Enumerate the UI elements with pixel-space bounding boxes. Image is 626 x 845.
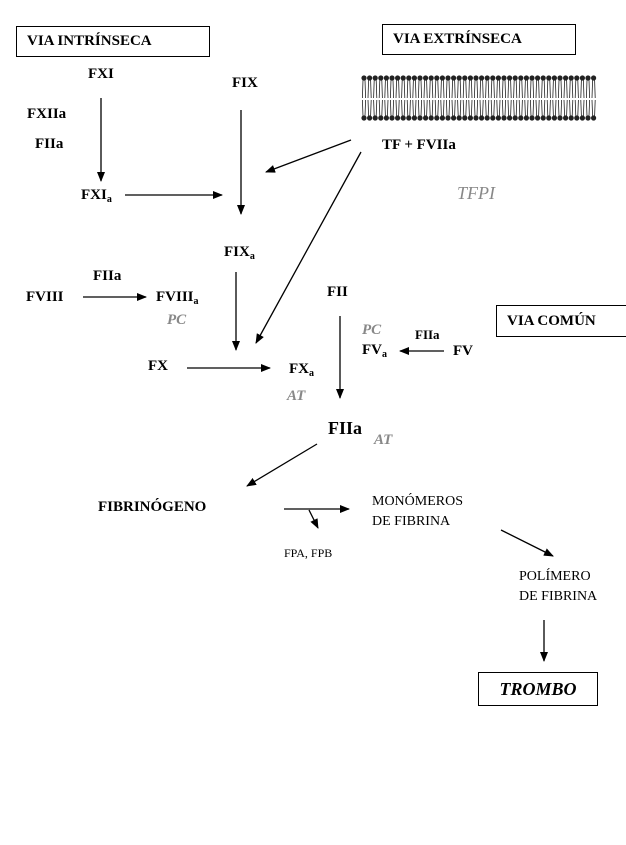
fibrin-polymer-line2: DE FIBRINA [519,589,598,604]
arrow-monomers-to-polymer [501,530,553,556]
extrinsic-pathway-label: VIA EXTRÍNSECA [393,31,522,47]
factor-fv: FV [453,343,473,359]
factor-fiia-right: FIIa [415,327,440,342]
factor-fxi: FXI [88,66,114,82]
factor-fixa: $FIX_a$ [224,244,255,262]
inhibitor-pc-2: PC [362,322,382,338]
fibrin-monomers-line2: DE FIBRINA [372,514,451,529]
inhibitor-at-2: AT [374,432,393,448]
factor-fiia-mid: FIIa [93,268,122,284]
factor-fiia-thrombin: FIIa [328,418,363,438]
fibrinogen-label: FIBRINÓGENO [98,499,207,515]
arrow-fiia-to-fibrinogen [247,444,317,486]
factor-fxa: $FX_a$ [289,361,314,379]
intrinsic-pathway-label: VIA INTRÍNSECA [27,33,152,49]
fibrin-monomers-line1: MONÓMEROS [372,494,464,509]
thrombus-label: TROMBO [499,678,577,699]
factor-tf-fviia: TF + FVIIa [382,137,456,153]
factor-fva: $FV_a$ [362,342,387,360]
inhibitor-at-1: AT [287,388,306,404]
fpa-fpb-label: FPA, FPB [284,546,333,560]
common-pathway-label: VIA COMÚN [507,312,596,329]
factor-fviii: FVIII [26,289,64,305]
factor-fiia-left: FIIa [35,136,64,152]
factor-fxia: $FXI_a$ [81,187,112,205]
factor-fx: FX [148,358,168,374]
inhibitor-pc-1: PC [167,312,187,328]
arrow-tf-to-fix [266,140,351,172]
arrow-tf-to-fx [256,152,361,343]
factor-fii: FII [327,284,348,300]
factor-fviiia: $FVIII_a$ [156,289,199,307]
factor-fxiia: FXIIa [27,106,67,122]
factor-fix: FIX [232,75,258,91]
arrow-release-fpa-fpb [309,510,318,528]
inhibitor-tfpi: TFPI [457,183,495,203]
fibrin-polymer-line1: POLÍMERO [519,569,591,584]
